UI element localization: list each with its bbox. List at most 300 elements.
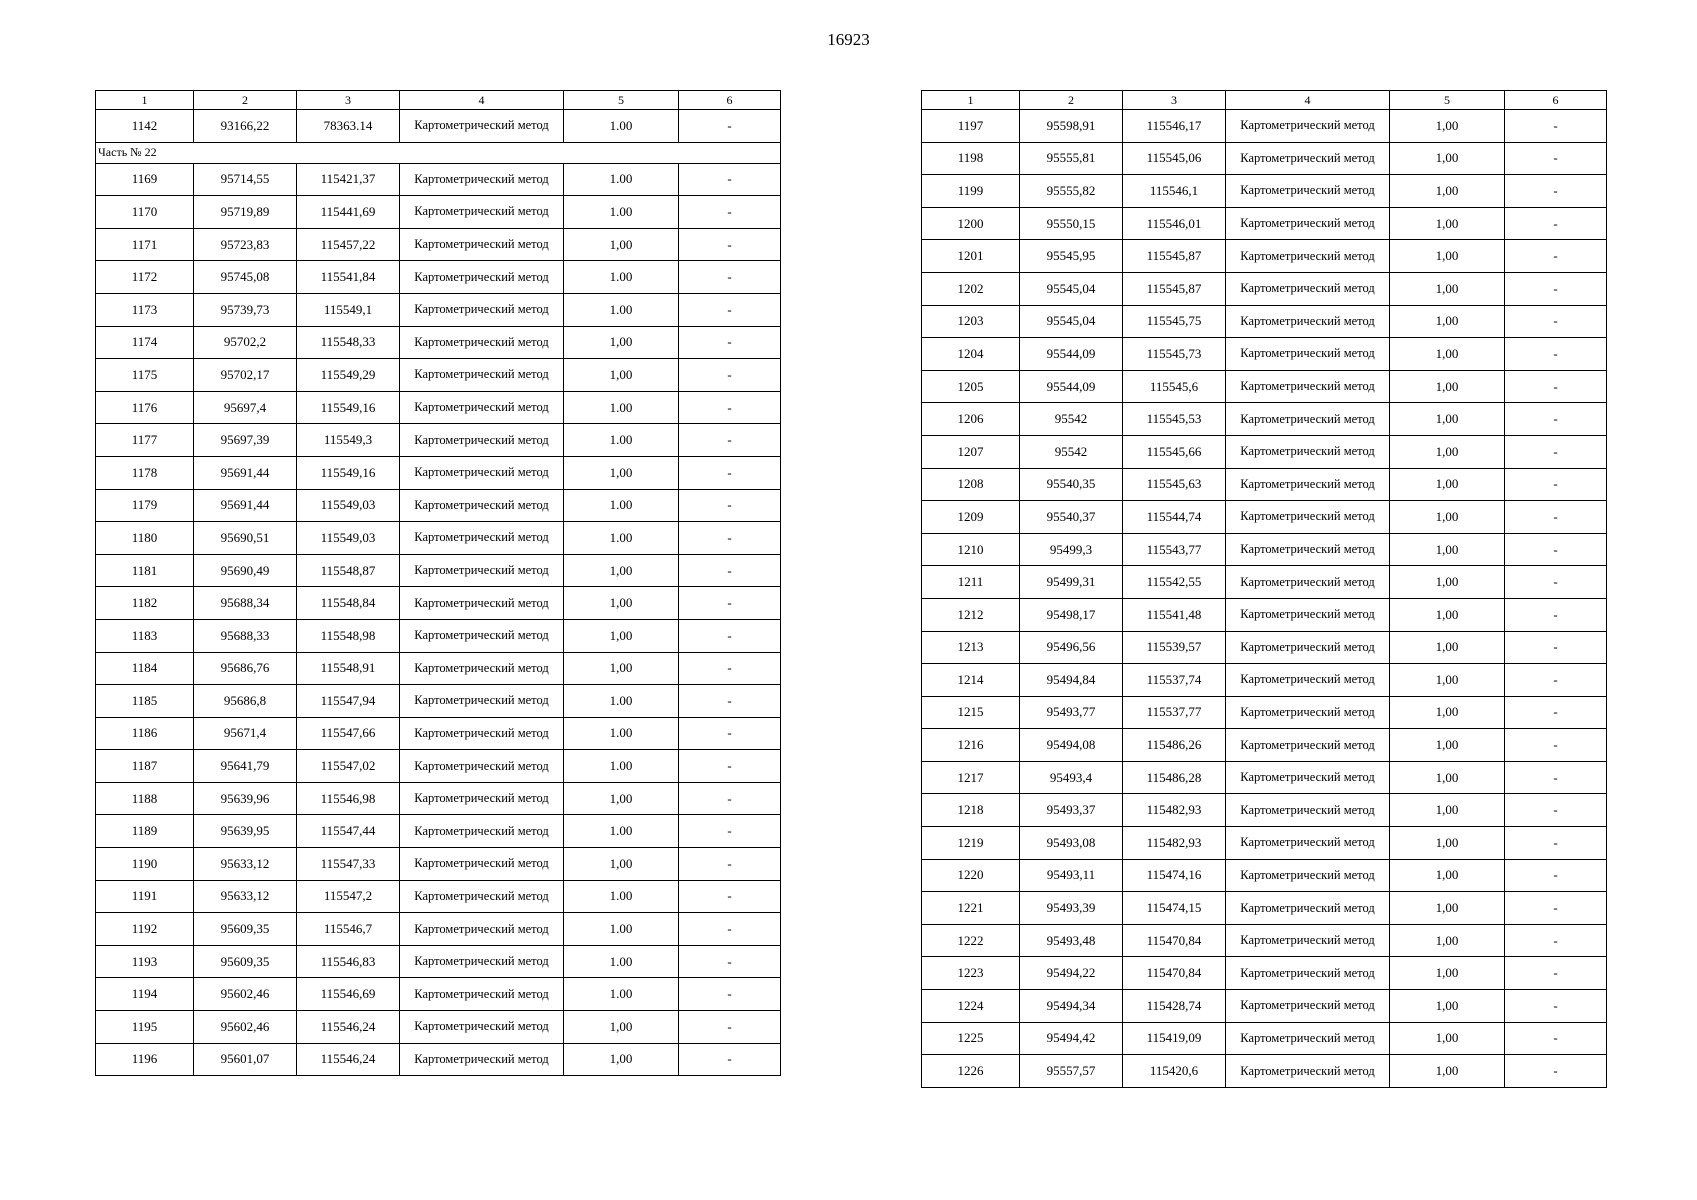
coordinate-y-cell: 115539,57	[1123, 631, 1226, 664]
method-cell: Картометрический метод	[1226, 990, 1390, 1023]
method-cell: Картометрический метод	[400, 554, 564, 587]
method-cell: Картометрический метод	[1226, 957, 1390, 990]
description-cell: -	[1505, 338, 1607, 371]
point-number-cell: 1217	[922, 761, 1020, 794]
accuracy-cell: 1,00	[564, 456, 679, 489]
coordinate-y-cell: 115470,84	[1123, 957, 1226, 990]
description-cell: -	[1505, 272, 1607, 305]
coordinate-y-cell: 115542,55	[1123, 566, 1226, 599]
coordinate-y-cell: 115549,1	[297, 293, 400, 326]
accuracy-cell: 1,00	[1390, 1055, 1505, 1088]
method-cell: Картометрический метод	[400, 619, 564, 652]
table-row	[96, 848, 781, 881]
description-cell: -	[679, 978, 781, 1011]
method-cell: Картометрический метод	[1226, 272, 1390, 305]
point-number-cell: 1176	[96, 391, 194, 424]
accuracy-cell: 1,00	[1390, 729, 1505, 762]
coordinate-x-cell: 95686,8	[194, 685, 297, 718]
method-cell: Картометрический метод	[400, 391, 564, 424]
accuracy-cell: 1,00	[1390, 794, 1505, 827]
accuracy-cell: 1,00	[1390, 990, 1505, 1023]
point-number-cell: 1206	[922, 403, 1020, 436]
point-number-cell: 1202	[922, 272, 1020, 305]
accuracy-cell: 1.00	[564, 978, 679, 1011]
method-cell: Картометрический метод	[400, 848, 564, 881]
description-cell: -	[679, 110, 781, 143]
coordinate-y-cell: 115546,24	[297, 1011, 400, 1044]
point-number-cell: 1197	[922, 110, 1020, 143]
coordinate-y-cell: 115546,17	[1123, 110, 1226, 143]
description-cell: -	[679, 326, 781, 359]
coordinate-x-cell: 95496,56	[1020, 631, 1123, 664]
point-number-cell: 1173	[96, 293, 194, 326]
accuracy-cell: 1,00	[1390, 533, 1505, 566]
table-row	[922, 892, 1607, 925]
table-row	[922, 827, 1607, 860]
description-cell: -	[679, 456, 781, 489]
coordinate-x-cell: 95494,42	[1020, 1022, 1123, 1055]
description-cell: -	[1505, 305, 1607, 338]
description-cell: -	[1505, 827, 1607, 860]
accuracy-cell: 1,00	[1390, 370, 1505, 403]
column-header: 5	[564, 91, 679, 110]
coordinate-x-cell: 95686,76	[194, 652, 297, 685]
coordinate-x-cell: 95639,95	[194, 815, 297, 848]
coordinate-x-cell: 95494,84	[1020, 664, 1123, 697]
table-row	[922, 631, 1607, 664]
coordinate-x-cell: 95540,37	[1020, 501, 1123, 534]
method-cell: Картометрический метод	[400, 945, 564, 978]
coordinate-y-cell: 115421,37	[297, 163, 400, 196]
method-cell: Картометрический метод	[400, 196, 564, 229]
table-row	[922, 142, 1607, 175]
table-row	[96, 782, 781, 815]
description-cell: -	[679, 782, 781, 815]
coordinate-x-cell: 95702,17	[194, 359, 297, 392]
column-header: 2	[1020, 91, 1123, 110]
point-number-cell: 1174	[96, 326, 194, 359]
coordinate-y-cell: 115545,66	[1123, 435, 1226, 468]
method-cell: Картометрический метод	[1226, 1055, 1390, 1088]
point-number-cell: 1171	[96, 228, 194, 261]
description-cell: -	[1505, 892, 1607, 925]
point-number-cell: 1223	[922, 957, 1020, 990]
method-cell: Картометрический метод	[400, 489, 564, 522]
accuracy-cell: 1.00	[564, 750, 679, 783]
coordinate-x-cell: 95598,91	[1020, 110, 1123, 143]
section-row	[96, 142, 781, 163]
coordinate-x-cell: 95540,35	[1020, 468, 1123, 501]
table-row	[96, 1011, 781, 1044]
column-header: 2	[194, 91, 297, 110]
coordinate-y-cell: 115548,87	[297, 554, 400, 587]
accuracy-cell: 1,00	[1390, 305, 1505, 338]
method-cell: Картометрический метод	[1226, 142, 1390, 175]
method-cell: Картометрический метод	[400, 685, 564, 718]
point-number-cell: 1181	[96, 554, 194, 587]
method-cell: Картометрический метод	[400, 359, 564, 392]
point-number-cell: 1216	[922, 729, 1020, 762]
coordinate-y-cell: 115549,16	[297, 391, 400, 424]
table-header-row	[922, 91, 1607, 110]
coordinate-y-cell: 115545,87	[1123, 240, 1226, 273]
table-row	[922, 272, 1607, 305]
accuracy-cell: 1,00	[1390, 142, 1505, 175]
coordinate-y-cell: 115548,33	[297, 326, 400, 359]
point-number-cell: 1189	[96, 815, 194, 848]
accuracy-cell: 1,00	[1390, 892, 1505, 925]
method-cell: Картометрический метод	[400, 913, 564, 946]
coordinate-y-cell: 115547,2	[297, 880, 400, 913]
method-cell: Картометрический метод	[400, 261, 564, 294]
point-number-cell: 1205	[922, 370, 1020, 403]
table-row	[96, 489, 781, 522]
method-cell: Картометрический метод	[1226, 305, 1390, 338]
coordinate-y-cell: 115474,15	[1123, 892, 1226, 925]
coordinate-x-cell: 95739,73	[194, 293, 297, 326]
method-cell: Картометрический метод	[400, 110, 564, 143]
coordinate-x-cell: 95499,3	[1020, 533, 1123, 566]
coordinate-y-cell: 115482,93	[1123, 794, 1226, 827]
coordinate-x-cell: 95719,89	[194, 196, 297, 229]
point-number-cell: 1187	[96, 750, 194, 783]
coordinate-x-cell: 95602,46	[194, 1011, 297, 1044]
coordinate-x-cell: 95691,44	[194, 456, 297, 489]
table-row	[96, 359, 781, 392]
coordinate-y-cell: 115419,09	[1123, 1022, 1226, 1055]
coordinate-x-cell: 95545,95	[1020, 240, 1123, 273]
column-header: 5	[1390, 91, 1505, 110]
table-row	[96, 1043, 781, 1076]
coordinate-x-cell: 95557,57	[1020, 1055, 1123, 1088]
description-cell: -	[1505, 631, 1607, 664]
method-cell: Картометрический метод	[400, 293, 564, 326]
method-cell: Картометрический метод	[1226, 403, 1390, 436]
coordinate-x-cell: 95745,08	[194, 261, 297, 294]
point-number-cell: 1200	[922, 207, 1020, 240]
method-cell: Картометрический метод	[400, 880, 564, 913]
coordinate-x-cell: 95555,82	[1020, 175, 1123, 208]
accuracy-cell: 1,00	[1390, 566, 1505, 599]
description-cell: -	[1505, 435, 1607, 468]
coordinates-table-left	[95, 90, 781, 1076]
table-row	[922, 468, 1607, 501]
description-cell: -	[679, 750, 781, 783]
coordinate-y-cell: 115547,33	[297, 848, 400, 881]
coordinate-y-cell: 115541,48	[1123, 598, 1226, 631]
point-number-cell: 1184	[96, 652, 194, 685]
point-number-cell: 1172	[96, 261, 194, 294]
coordinate-x-cell: 95602,46	[194, 978, 297, 1011]
description-cell: -	[1505, 664, 1607, 697]
table-row	[922, 794, 1607, 827]
coordinate-x-cell: 95555,81	[1020, 142, 1123, 175]
accuracy-cell: 1,00	[564, 554, 679, 587]
description-cell: -	[679, 163, 781, 196]
description-cell: -	[1505, 924, 1607, 957]
table-row	[922, 598, 1607, 631]
accuracy-cell: 1.00	[564, 163, 679, 196]
table-row	[922, 370, 1607, 403]
accuracy-cell: 1,00	[564, 1011, 679, 1044]
description-cell: -	[679, 652, 781, 685]
accuracy-cell: 1.00	[564, 945, 679, 978]
accuracy-cell: 1,00	[1390, 859, 1505, 892]
point-number-cell: 1220	[922, 859, 1020, 892]
accuracy-cell: 1,00	[564, 652, 679, 685]
table-row	[922, 435, 1607, 468]
coordinate-y-cell: 115545,63	[1123, 468, 1226, 501]
accuracy-cell: 1.00	[564, 815, 679, 848]
table-row	[922, 403, 1607, 436]
table-row	[96, 587, 781, 620]
point-number-cell: 1177	[96, 424, 194, 457]
table-row	[96, 391, 781, 424]
coordinate-y-cell: 115549,16	[297, 456, 400, 489]
description-cell: -	[1505, 110, 1607, 143]
description-cell: -	[1505, 142, 1607, 175]
accuracy-cell: 1,00	[1390, 761, 1505, 794]
method-cell: Картометрический метод	[1226, 631, 1390, 664]
point-number-cell: 1225	[922, 1022, 1020, 1055]
table-row	[922, 175, 1607, 208]
method-cell: Картометрический метод	[1226, 370, 1390, 403]
method-cell: Картометрический метод	[1226, 240, 1390, 273]
accuracy-cell: 1,00	[564, 782, 679, 815]
accuracy-cell: 1.00	[564, 293, 679, 326]
table-row	[96, 945, 781, 978]
accuracy-cell: 1.00	[564, 391, 679, 424]
coordinate-x-cell: 95702,2	[194, 326, 297, 359]
description-cell: -	[679, 489, 781, 522]
table-row	[96, 815, 781, 848]
description-cell: -	[679, 424, 781, 457]
point-number-cell: 1215	[922, 696, 1020, 729]
point-number-cell: 1198	[922, 142, 1020, 175]
method-cell: Картометрический метод	[1226, 729, 1390, 762]
method-cell: Картометрический метод	[400, 815, 564, 848]
point-number-cell: 1179	[96, 489, 194, 522]
point-number-cell: 1207	[922, 435, 1020, 468]
accuracy-cell: 1,00	[1390, 631, 1505, 664]
method-cell: Картометрический метод	[1226, 1022, 1390, 1055]
table-row	[96, 880, 781, 913]
description-cell: -	[679, 1011, 781, 1044]
description-cell: -	[679, 945, 781, 978]
table-row	[922, 207, 1607, 240]
point-number-cell: 1214	[922, 664, 1020, 697]
coordinate-y-cell: 115548,84	[297, 587, 400, 620]
column-header: 6	[679, 91, 781, 110]
point-number-cell: 1212	[922, 598, 1020, 631]
method-cell: Картометрический метод	[1226, 207, 1390, 240]
description-cell: -	[679, 685, 781, 718]
coordinate-y-cell: 115486,26	[1123, 729, 1226, 762]
coordinate-x-cell: 95723,83	[194, 228, 297, 261]
coordinate-x-cell: 95493,08	[1020, 827, 1123, 860]
accuracy-cell: 1,00	[1390, 468, 1505, 501]
description-cell: -	[1505, 468, 1607, 501]
coordinate-y-cell: 115545,53	[1123, 403, 1226, 436]
point-number-cell: 1218	[922, 794, 1020, 827]
description-cell: -	[679, 913, 781, 946]
table-row	[922, 110, 1607, 143]
accuracy-cell: 1.00	[564, 880, 679, 913]
point-number-cell: 1192	[96, 913, 194, 946]
coordinate-x-cell: 95671,4	[194, 717, 297, 750]
point-number-cell: 1175	[96, 359, 194, 392]
point-number-cell: 1190	[96, 848, 194, 881]
table-row	[922, 501, 1607, 534]
description-cell: -	[1505, 207, 1607, 240]
method-cell: Картометрический метод	[400, 587, 564, 620]
accuracy-cell: 1.00	[564, 196, 679, 229]
coordinate-x-cell: 93166,22	[194, 110, 297, 143]
coordinate-y-cell: 115474,16	[1123, 859, 1226, 892]
accuracy-cell: 1,00	[564, 1043, 679, 1076]
table-row	[922, 729, 1607, 762]
accuracy-cell: 1.00	[564, 261, 679, 294]
table-row	[922, 761, 1607, 794]
coordinate-x-cell: 95690,51	[194, 522, 297, 555]
description-cell: -	[1505, 240, 1607, 273]
description-cell: -	[1505, 761, 1607, 794]
coordinate-x-cell: 95493,4	[1020, 761, 1123, 794]
accuracy-cell: 1,00	[1390, 272, 1505, 305]
description-cell: -	[679, 619, 781, 652]
method-cell: Картометрический метод	[1226, 827, 1390, 860]
table-row	[96, 750, 781, 783]
table-row	[922, 305, 1607, 338]
method-cell: Картометрический метод	[1226, 501, 1390, 534]
coordinate-x-cell: 95542	[1020, 403, 1123, 436]
table-row	[922, 990, 1607, 1023]
coordinate-y-cell: 115486,28	[1123, 761, 1226, 794]
table-row	[922, 533, 1607, 566]
coordinate-y-cell: 115547,02	[297, 750, 400, 783]
description-cell: -	[1505, 598, 1607, 631]
coordinate-y-cell: 115546,1	[1123, 175, 1226, 208]
coordinate-y-cell: 115547,44	[297, 815, 400, 848]
accuracy-cell: 1,00	[564, 359, 679, 392]
coordinate-x-cell: 95493,37	[1020, 794, 1123, 827]
coordinate-y-cell: 115546,01	[1123, 207, 1226, 240]
description-cell: -	[679, 522, 781, 555]
accuracy-cell: 1,00	[1390, 924, 1505, 957]
coordinate-y-cell: 115546,83	[297, 945, 400, 978]
coordinate-y-cell: 115541,84	[297, 261, 400, 294]
page-number: 16923	[827, 30, 870, 49]
description-cell: -	[1505, 794, 1607, 827]
coordinate-y-cell: 115546,98	[297, 782, 400, 815]
column-header: 1	[922, 91, 1020, 110]
point-number-cell: 1142	[96, 110, 194, 143]
table-row	[96, 326, 781, 359]
coordinate-x-cell: 95550,15	[1020, 207, 1123, 240]
method-cell: Картометрический метод	[400, 1043, 564, 1076]
table-row	[96, 652, 781, 685]
method-cell: Картометрический метод	[1226, 794, 1390, 827]
table-row	[96, 717, 781, 750]
coordinate-y-cell: 115457,22	[297, 228, 400, 261]
point-number-cell: 1195	[96, 1011, 194, 1044]
description-cell: -	[1505, 501, 1607, 534]
coordinate-x-cell: 95609,35	[194, 913, 297, 946]
coordinate-y-cell: 115549,3	[297, 424, 400, 457]
accuracy-cell: 1.00	[564, 522, 679, 555]
coordinate-y-cell: 115441,69	[297, 196, 400, 229]
coordinate-y-cell: 115543,77	[1123, 533, 1226, 566]
table-row	[922, 859, 1607, 892]
coordinate-y-cell: 115470,84	[1123, 924, 1226, 957]
method-cell: Картометрический метод	[400, 456, 564, 489]
coordinate-x-cell: 95494,34	[1020, 990, 1123, 1023]
coordinate-y-cell: 115548,98	[297, 619, 400, 652]
coordinate-y-cell: 115537,74	[1123, 664, 1226, 697]
table-row	[96, 163, 781, 196]
description-cell: -	[679, 391, 781, 424]
description-cell: -	[1505, 370, 1607, 403]
coordinate-x-cell: 95697,39	[194, 424, 297, 457]
method-cell: Картометрический метод	[400, 163, 564, 196]
table-row	[96, 913, 781, 946]
table-row	[922, 1022, 1607, 1055]
coordinate-x-cell: 95609,35	[194, 945, 297, 978]
method-cell: Картометрический метод	[1226, 435, 1390, 468]
point-number-cell: 1182	[96, 587, 194, 620]
accuracy-cell: 1,00	[1390, 110, 1505, 143]
method-cell: Картометрический метод	[1226, 533, 1390, 566]
point-number-cell: 1180	[96, 522, 194, 555]
coordinate-y-cell: 115546,7	[297, 913, 400, 946]
accuracy-cell: 1,00	[1390, 1022, 1505, 1055]
description-cell: -	[679, 848, 781, 881]
description-cell: -	[679, 880, 781, 913]
table-header-row	[96, 91, 781, 110]
table-row	[96, 424, 781, 457]
coordinate-y-cell: 115545,6	[1123, 370, 1226, 403]
description-cell: -	[679, 587, 781, 620]
accuracy-cell: 1.00	[564, 717, 679, 750]
description-cell: -	[679, 717, 781, 750]
accuracy-cell: 1,00	[1390, 664, 1505, 697]
description-cell: -	[1505, 990, 1607, 1023]
accuracy-cell: 1,00	[564, 326, 679, 359]
method-cell: Картометрический метод	[1226, 175, 1390, 208]
table-row	[96, 228, 781, 261]
coordinate-y-cell: 115547,66	[297, 717, 400, 750]
table-row	[922, 338, 1607, 371]
coordinate-x-cell: 95688,33	[194, 619, 297, 652]
accuracy-cell: 1,00	[564, 587, 679, 620]
table-row	[96, 110, 781, 143]
coordinate-y-cell: 115482,93	[1123, 827, 1226, 860]
point-number-cell: 1194	[96, 978, 194, 1011]
description-cell: -	[1505, 1022, 1607, 1055]
description-cell: -	[1505, 533, 1607, 566]
method-cell: Картометрический метод	[1226, 338, 1390, 371]
coordinate-x-cell: 95691,44	[194, 489, 297, 522]
coordinate-y-cell: 115548,91	[297, 652, 400, 685]
coordinate-x-cell: 95633,12	[194, 880, 297, 913]
description-cell: -	[1505, 729, 1607, 762]
method-cell: Картометрический метод	[400, 750, 564, 783]
point-number-cell: 1191	[96, 880, 194, 913]
description-cell: -	[1505, 403, 1607, 436]
accuracy-cell: 1,00	[1390, 240, 1505, 273]
coordinate-y-cell: 115549,03	[297, 489, 400, 522]
table-row	[96, 196, 781, 229]
